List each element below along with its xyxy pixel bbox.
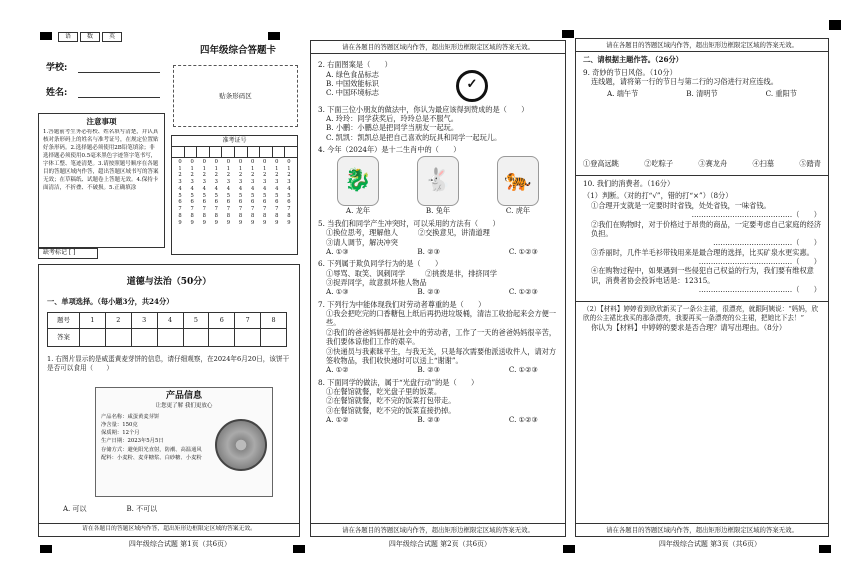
question-1: 1. 右图片显示的是威蛋黄麦芽饼的信息，请仔细观察，在2024年6月20日，该饼干是否可以食用（ ） — [47, 355, 290, 372]
option-a: A. 可以 — [63, 505, 87, 513]
name-label: 姓名: — [46, 88, 68, 98]
part2-title: 二、请根据主题作答。（26分） — [583, 55, 683, 65]
notes-text: 1.答题前考生务必将校、姓名填写清楚，并认真核对条形码上的姓名与准考证号，在规定位置贴好条形码。2.选择题必须使用2B铅笔填涂；非选择题必须使用0.5毫米黑色字迹签字笔书写，字体工整、笔迹清楚。3.请按照题号顺序在各题目的答题区域内作答，超出答题区域书写的答案无效；在草稿纸、试题卷上答题无效。4.保持卡面清洁，不折叠、不破损。5.正确填涂 — [43, 128, 159, 191]
question-7: 7. 下列行为中能体现我们对劳动者尊重的是（ ） — [318, 299, 486, 309]
page2-footer: 四年级综合试题 第2页（共6页） — [388, 540, 492, 548]
table-a-label: 答案 — [48, 329, 80, 347]
page1-footer: 四年级综合试题 第1页（共6页） — [128, 540, 232, 548]
custom-item[interactable]: ③赛龙舟 — [698, 158, 728, 168]
custom-item[interactable]: ④扫墓 — [752, 158, 775, 168]
name-field[interactable] — [78, 97, 160, 98]
q1-options — [63, 505, 157, 514]
barcode-label: 贴条形码区 — [219, 91, 252, 100]
bubble-rows[interactable]: 0 0 0 0 0 0 0 0 0 0 1 1 1 1 1 1 1 1 1 1 2 2 2 2 2 2 2 2 2 2 3 3 3 3 3 3 3 3 3 3 4 4 4 4 4 4 4 4 4 4 5 5 5 5 5 5 5 5 5 5 6 6 6 6 6 6 6 6 6 6 7 7 7 7 7 7 7 7 7 7 8 8 8 8 8 8 8 8 8 8 9 9 9 9 9 9 9 9 9 9 — [178, 158, 291, 226]
question-10-2: （2）【材料】婷婷看到欣欣新买了一条公主裙，很漂亮，就跟阿姨说：“妈妈，欣欣的公主裙比我买的那条漂亮，我要再买一条漂亮的公主裙，把她比下去！” — [583, 305, 819, 322]
question-9: 9. 奇妙的节日风俗。（10分） — [583, 67, 677, 77]
answer-cell[interactable] — [131, 329, 157, 347]
judge-item: ②我们在购物时，对于价格过于昂贵的商品，一定要考虑自己家庭的经济负担。 — [591, 219, 822, 238]
answer-cell[interactable] — [80, 329, 106, 347]
boundary-note: 请在各题目的答题区域内作答，超出矩形边框限定区域的答案无效。 — [39, 523, 299, 536]
notes-box — [38, 113, 165, 248]
registration-mark — [40, 32, 52, 40]
answer-cell[interactable] — [261, 329, 287, 347]
answer-card-header — [58, 32, 148, 42]
missing-mark-box[interactable]: 缺考标记 [ ] — [38, 248, 98, 259]
answer-blank[interactable]: …………………………………（ ） — [698, 285, 821, 295]
answer-cell[interactable] — [209, 329, 235, 347]
question-2: 2. 右面图案是（ ） — [318, 60, 392, 70]
school-field[interactable] — [78, 72, 160, 73]
tiger-icon: 🐅 — [497, 156, 539, 206]
green-food-logo-icon: ✓ — [456, 70, 488, 102]
product-row: 产品名称：咸蛋黄麦芽饼 — [101, 413, 160, 420]
custom-item[interactable]: ⑤踏青 — [799, 158, 821, 168]
biscuit-image — [215, 419, 267, 471]
festival-item[interactable]: A. 端午节 — [606, 89, 639, 99]
custom-item[interactable]: ①登高远眺 — [583, 158, 619, 168]
judge-item: ④在购物过程中，如果遇到一些侵犯自己权益的行为，我们要有维权意识，消费者协会投诉电话是：12315。 — [591, 266, 814, 285]
page1-box — [38, 264, 300, 537]
option-b: B. 不可以 — [126, 505, 158, 513]
question-5: 5. 当我们和同学产生冲突时，可以采用的方法有（ ） — [318, 218, 500, 228]
rabbit-icon: 🐇 — [417, 156, 459, 206]
question-8: 8. 下面同学的做法，属于“光盘行动”的是（ ） — [318, 377, 479, 387]
product-row: 净含量：150克 — [101, 422, 138, 429]
product-info-figure — [95, 387, 273, 497]
subject-box: 语 — [58, 32, 78, 42]
product-row: 存储方式：避免阳光直射，防潮、高温通风 — [101, 446, 202, 453]
registration-mark — [819, 545, 831, 553]
boundary-note: 请在各题目的答题区域内作答，超出矩形边框限定区域的答案无效。 — [576, 523, 828, 536]
product-row: 生产日期：2023年5月5日 — [101, 438, 164, 445]
barcode-area — [173, 65, 298, 127]
notes-title: 注意事项 — [86, 117, 117, 126]
registration-mark — [268, 32, 280, 40]
registration-mark — [40, 545, 52, 553]
answer-table[interactable]: 题号 1 2 3 4 5 6 7 8 答案 — [47, 312, 287, 347]
boundary-note: 请在各题目的答题区域内作答，超出矩形边框限定区域的答案无效。 — [311, 523, 565, 536]
page2-box: 请在各题目的答题区域内作答，超出矩形边框限定区域的答案无效。 2. 右面图案是（ ） A. 绿色食品标志 B. 中国效能标识 C. 中国环境标志 ✓ 3. 下面三位小朋友的做法中，你认为最应该得到赞成的是（ ） A. 玲玲：同学获奖后，玲玲总是不服气。 B. 小鹏：小鹏总是把同学当朋友一起玩。 C. 凯凯：凯凯总是把自己喜欢的玩具和同学一起玩儿。 4. 今年（2024年）是十二生肖中的（ ） 🐉 🐇 🐅 A. 龙年 B. 兔年 C. 虎年 5. 当我们和同学产生冲突时，可以采用的方法有（ ） ①换位思考，理解他人 ②交换意见，讲清道理 ③请人调节，解决冲突 A. ①③ B. ②③ C. ①②③ 6. 下列属于欺负同学行为的是（ ） ①辱骂、取笑、讽刺同学 ②挑拨是非，排挤同学 ③捉弄同学，故意损坏他人物品 A. ①③ B. ②③ C. ①②③ 7. 下列行为中能体现我们对劳动者尊重的是（ ） ①我会把吃完的口香糖包上纸后再扔进垃圾桶，清洁工收拾起来会方便一些。 ②我们的爸爸妈妈都是社会中的劳动者，工作了一天的爸爸妈妈很辛苦，我们要体谅他们工作的艰辛。 ③快递员与我素昧平生，与我无关，只是每次需要他派送收件人，请对方签收物品，我们收快递时可以送上“谢谢”。 A. ①② B. ②③ C. ①②③ 8. 下面同学的做法，属于“光盘行动”的是（ ） ①在餐馆就餐，吃光盘子里的饭菜。 ②在餐馆就餐，吃不完的饭菜打包带走。 ③在餐馆就餐，吃不完的饭菜直接扔掉。 A. ①② B. ②③ C. ①②③ 请在各题目的答题区域内作答，超出矩形边框限定区域的答案无效。 — [310, 40, 566, 537]
dragon-icon: 🐉 — [337, 156, 379, 206]
judge-item: ①合理开支就是一定要时时省钱，处处省钱，一味省钱。 — [591, 200, 771, 210]
product-subtitle: 让您更了解 我们更放心 — [155, 402, 213, 409]
product-title: 产品信息 — [165, 391, 202, 401]
judge-item: ③乔丽时，几件羊毛衫带钱用来是最合理的选择，比买矿泉水更实惠。 — [591, 247, 814, 257]
question-10: 10. 我们的消费者。（16分） — [583, 179, 675, 189]
registration-mark — [829, 20, 841, 30]
festival-item[interactable]: C. 重阳节 — [765, 89, 797, 99]
exam-number-grid — [171, 135, 298, 255]
exam-number-cells[interactable] — [172, 147, 297, 158]
answer-cell[interactable] — [105, 329, 131, 347]
answer-writing-area[interactable] — [583, 332, 821, 452]
answer-card-title: 四年级综合答题卡 — [199, 45, 276, 56]
answer-cell[interactable] — [183, 329, 209, 347]
answer-cell[interactable] — [157, 329, 183, 347]
question-4: 4. 今年（2024年）是十二生肖中的（ ） — [318, 145, 461, 155]
exam-number-label: 准考证号 — [172, 136, 297, 147]
missing-mark-label: 缺考标记 — [43, 249, 68, 256]
boundary-note: 请在各题目的答题区域内作答，超出矩形边框限定区域的答案无效。 — [311, 41, 565, 54]
registration-mark — [293, 545, 305, 553]
answer-blank[interactable]: ……………………………（ ） — [713, 238, 821, 248]
answer-blank[interactable]: …………………………………（ ） — [698, 257, 821, 266]
answer-cell[interactable] — [235, 329, 261, 347]
section-title: 道德与法治（50分） — [126, 277, 212, 287]
answer-blank[interactable]: ……………………………………（ ） — [691, 210, 821, 220]
question-3: 3. 下面三位小朋友的做法中，你认为最应该得到赞成的是（ ） — [318, 104, 529, 114]
subject-box: 英 — [102, 32, 122, 42]
registration-mark — [562, 30, 574, 38]
school-label: 学校: — [46, 63, 68, 73]
page3-box: 请在各题目的答题区域内作答，超出矩形边框限定区域的答案无效。 二、请根据主题作答。（26分） 9. 奇妙的节日风俗。（10分） 连线题，请将第一行的节日与第二行的习俗进行对应连线。 A. 端午节 B. 清明节 C. 重阳节 ①登高远眺 ②吃粽子 ③赛龙舟 ④扫墓 ⑤踏青 10. 我们的消费者。（16分） （1）判断。（对的打“√”，错的打“×”）（8分） ①合理开支就是一定要时时省钱，处处省钱，一味省钱。 ……………………………………（ ） ②我们在购物时，对于价格过于昂贵的商品，一定要考虑自己家庭的经济负担。 ……………………………（ ） ③乔丽时，几件羊毛衫带钱用来是最合理的选择，比买矿泉水更实惠。 …………………………………（ ） ④在购物过程中，如果遇到一些侵犯自己权益的行为，我们要有维权意识，消费者协会投诉电话是：12315。 …………………………………（ ） （2）【材料】婷婷看到欣欣新买了一条公主裙，很漂亮，就跟阿姨说：“妈妈，欣欣的公主裙比我买的那条漂亮，我要再买一条漂亮的公主裙，把她比下去！” 你认为【材料】中婷婷的要求是否合理？请写出理由。（8分） 请在各题目的答题区域内作答，超出矩形边框限定区域的答案无效。 — [575, 38, 829, 537]
page3-footer: 四年级综合试题 第3页（共6页） — [658, 540, 762, 548]
product-row: 保质期：12个月 — [101, 430, 140, 437]
table-q-label: 题号 — [48, 313, 80, 329]
matching-area[interactable] — [583, 99, 821, 159]
registration-mark — [563, 545, 575, 553]
product-row: 配料：小麦粉、麦芽糖浆、白砂糖、小麦粉 — [101, 454, 202, 461]
part1-title: 一、单项选择。（每小题3分，共24分） — [47, 296, 174, 306]
festival-item[interactable]: B. 清明节 — [686, 89, 718, 99]
subject-box: 数 — [80, 32, 100, 42]
boundary-note: 请在各题目的答题区域内作答，超出矩形边框限定区域的答案无效。 — [576, 39, 828, 52]
custom-item[interactable]: ②吃粽子 — [644, 158, 674, 168]
question-6: 6. 下列属于欺负同学行为的是（ ） — [318, 259, 443, 269]
